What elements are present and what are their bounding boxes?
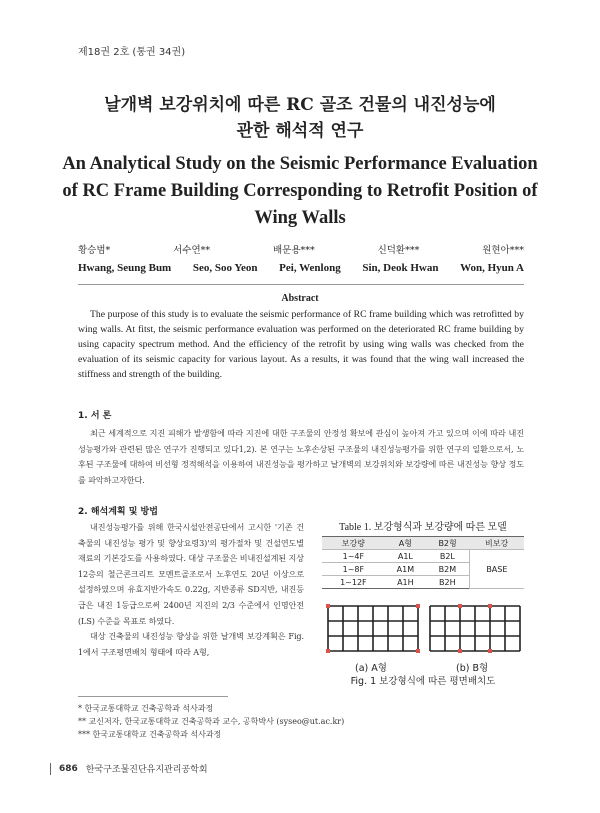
table-header-cell: 비보강 bbox=[469, 537, 524, 550]
section-2-body bbox=[78, 520, 304, 660]
table-header-cell: 보강량 bbox=[322, 537, 385, 550]
table-cell: 1~8F bbox=[322, 563, 385, 576]
table-cell: 1~12F bbox=[322, 576, 385, 589]
author-en-3: Pei, Wenlong bbox=[279, 262, 341, 274]
table-cell: A1M bbox=[385, 563, 426, 576]
page-number: 686 bbox=[59, 763, 78, 774]
abstract-text: The purpose of this study is to evaluate the seismic performance of RC frame building which was retrofitted by wing walls. At fitst, the seismic performance evaluation was performed on the deteriorated RC frame building by using capacity spectrum method. And the efficiency of the retrofit by using wing walls was checked from the evaluation of its seismic capacity for various layout. As a results, it was found that the wing wall increased the stiffness and strength of the building. bbox=[78, 309, 524, 380]
divider bbox=[78, 284, 524, 285]
author-ko-4: 신덕환*** bbox=[377, 245, 420, 256]
table-cell: A1H bbox=[385, 576, 426, 589]
table-cell: B2M bbox=[426, 563, 469, 576]
table-row bbox=[322, 550, 524, 563]
society-name: 한국구조물진단유지관리공학회 bbox=[85, 765, 208, 775]
author-ko-1: 황승범* bbox=[78, 245, 111, 256]
wing-wall-marker bbox=[488, 604, 492, 608]
plan-b-grid bbox=[430, 604, 520, 653]
model-table bbox=[322, 536, 524, 589]
page-footer bbox=[50, 762, 208, 775]
author-ko-3: 배문용*** bbox=[272, 245, 315, 256]
table-caption: Table 1. 보강형식과 보강량에 따른 모델 bbox=[339, 522, 507, 533]
authors-korean bbox=[78, 242, 524, 256]
korean-title-line-2: 관한 해석적 연구 bbox=[236, 121, 364, 141]
section-1-heading: 1. 서 론 bbox=[78, 411, 112, 421]
wing-wall-marker bbox=[458, 604, 462, 608]
footnotes bbox=[78, 702, 344, 741]
section-2-heading: 2. 해석계획 및 방법 bbox=[78, 507, 158, 517]
english-title bbox=[0, 151, 600, 232]
figure-caption: Fig. 1 보강형식에 따른 평면배치도 bbox=[350, 676, 496, 687]
table-cell-base: BASE bbox=[469, 550, 524, 589]
table-header-cell: B2형 bbox=[426, 537, 469, 550]
footer-bar bbox=[50, 763, 51, 775]
author-en-5: Won, Hyun A bbox=[460, 262, 524, 274]
abstract-heading: Abstract bbox=[281, 293, 319, 304]
section-1-text: 최근 세계적으로 지진 피해가 발생함에 따라 지진에 대한 구조물의 안정성 확보에 관심이 높아져 가고 있으며 이에 따라 내진성능평가와 관련된 많은 연구가 진행되고 있다1,2). 본 연구는 노후손상된 구조물의 내진성능평가를 위한 연구의 일환으로서, 노후된 구조물에 대하여 비선형 정적해석을 이용하여 내진성능을 평가하고 날개벽의 보강위치와 보강량에 따른 내진성능 향상 정도를 파악하고자한다. bbox=[78, 428, 524, 485]
wing-wall-marker bbox=[416, 649, 420, 653]
english-title-line-1: An Analytical Study on the Seismic Performance Evaluation bbox=[62, 154, 538, 174]
english-title-line-3: Wing Walls bbox=[254, 208, 346, 228]
wing-wall-marker bbox=[458, 649, 462, 653]
table-cell: A1L bbox=[385, 550, 426, 563]
korean-title bbox=[0, 92, 600, 144]
author-ko-2: 서수연** bbox=[173, 245, 211, 256]
table-header-cell: A형 bbox=[385, 537, 426, 550]
wing-wall-marker bbox=[326, 649, 330, 653]
wing-wall-marker bbox=[488, 649, 492, 653]
section-2-paragraph-2: 대상 건축물의 내진성능 향상을 위한 날개벽 보강계획은 Fig. 1에서 구조평면배치 형태에 따라 A형, bbox=[78, 631, 304, 657]
footnote-3: *** 한국교통대학교 건축공학과 석사과정 bbox=[78, 730, 222, 739]
figure-label-b: (b) B형 bbox=[456, 663, 489, 674]
korean-title-line-1: 날개벽 보강위치에 따른 RC 골조 건물의 내진성능에 bbox=[104, 95, 496, 115]
plan-a-grid bbox=[326, 604, 420, 653]
footnote-2: ** 교신저자, 한국교통대학교 건축공학과 교수, 공학박사 (syseo@ut.ac.kr) bbox=[78, 717, 345, 726]
table-cell: B2H bbox=[426, 576, 469, 589]
figure-1-plans bbox=[318, 602, 528, 656]
english-title-line-2: of RC Frame Building Corresponding to Retrofit Position of bbox=[62, 181, 538, 201]
wing-wall-marker bbox=[416, 604, 420, 608]
section-2-paragraph-1: 내진성능평가를 위해 한국시설안전공단에서 고시한 '기존 건축물의 내진성능 평가 및 향상요령3)'의 평가절차 및 건설연도별 재료의 기본강도를 사용하였다. 대상 구조물은 비내진설계된 지상 12층의 철근콘크리트 모멘트골조로서 노후연도 20년 이상으로 설정하였으며 유효지반가속도 0.22g, 지반종류 SD지반, 내진등급은 내진 1등급으로써 2400년 지진의 2/3 수준에서 인명안전(LS) 수준을 목표로 하였다. bbox=[78, 522, 304, 626]
table-cell: 1~4F bbox=[322, 550, 385, 563]
table-header-row bbox=[322, 537, 524, 550]
author-ko-5: 원현아*** bbox=[482, 245, 524, 256]
table-cell: B2L bbox=[426, 550, 469, 563]
wing-wall-marker bbox=[326, 604, 330, 608]
volume-label: 제18권 2호 (통권 34권) bbox=[78, 47, 186, 58]
figure-label-a: (a) A형 bbox=[355, 663, 387, 674]
authors-english bbox=[78, 262, 524, 274]
author-en-2: Seo, Soo Yeon bbox=[192, 262, 258, 274]
footnote-divider bbox=[78, 696, 228, 697]
footnote-1: * 한국교통대학교 건축공학과 석사과정 bbox=[78, 704, 214, 713]
author-en-4: Sin, Deok Hwan bbox=[362, 262, 439, 274]
author-en-1: Hwang, Seung Bum bbox=[78, 262, 172, 274]
